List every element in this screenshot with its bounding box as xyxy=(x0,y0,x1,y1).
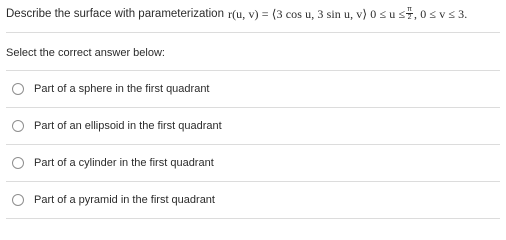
answer-option-label: Part of a sphere in the first quadrant xyxy=(34,83,210,95)
answer-option-ellipsoid[interactable] xyxy=(6,108,500,144)
question-prompt: Describe the surface with parameterization xyxy=(6,8,224,20)
divider xyxy=(6,218,500,219)
question-fraction xyxy=(406,6,413,21)
answer-option-label: Part of an ellipsoid in the first quadrant xyxy=(34,120,222,132)
answer-option-label: Part of a cylinder in the first quadrant xyxy=(34,157,214,169)
question-math-rhs: , 0 ≤ v ≤ 3. xyxy=(414,7,468,21)
answer-option-label: Part of a pyramid in the first quadrant xyxy=(34,194,215,206)
question-text xyxy=(6,5,504,23)
radio-button[interactable] xyxy=(12,120,24,132)
radio-button[interactable] xyxy=(12,83,24,95)
divider xyxy=(6,32,500,33)
instruction-text: Select the correct answer below: xyxy=(6,47,165,59)
answer-option-sphere[interactable] xyxy=(6,71,500,107)
question-math-lhs: r(u, v) = ⟨3 cos u, 3 sin u, v⟩ 0 ≤ u ≤ xyxy=(227,7,406,21)
answer-option-cylinder[interactable] xyxy=(6,145,500,181)
radio-button[interactable] xyxy=(12,157,24,169)
fraction-numerator: π xyxy=(407,5,413,13)
radio-button[interactable] xyxy=(12,194,24,206)
answer-option-pyramid[interactable] xyxy=(6,182,500,218)
fraction-denominator: 2 xyxy=(407,13,412,21)
